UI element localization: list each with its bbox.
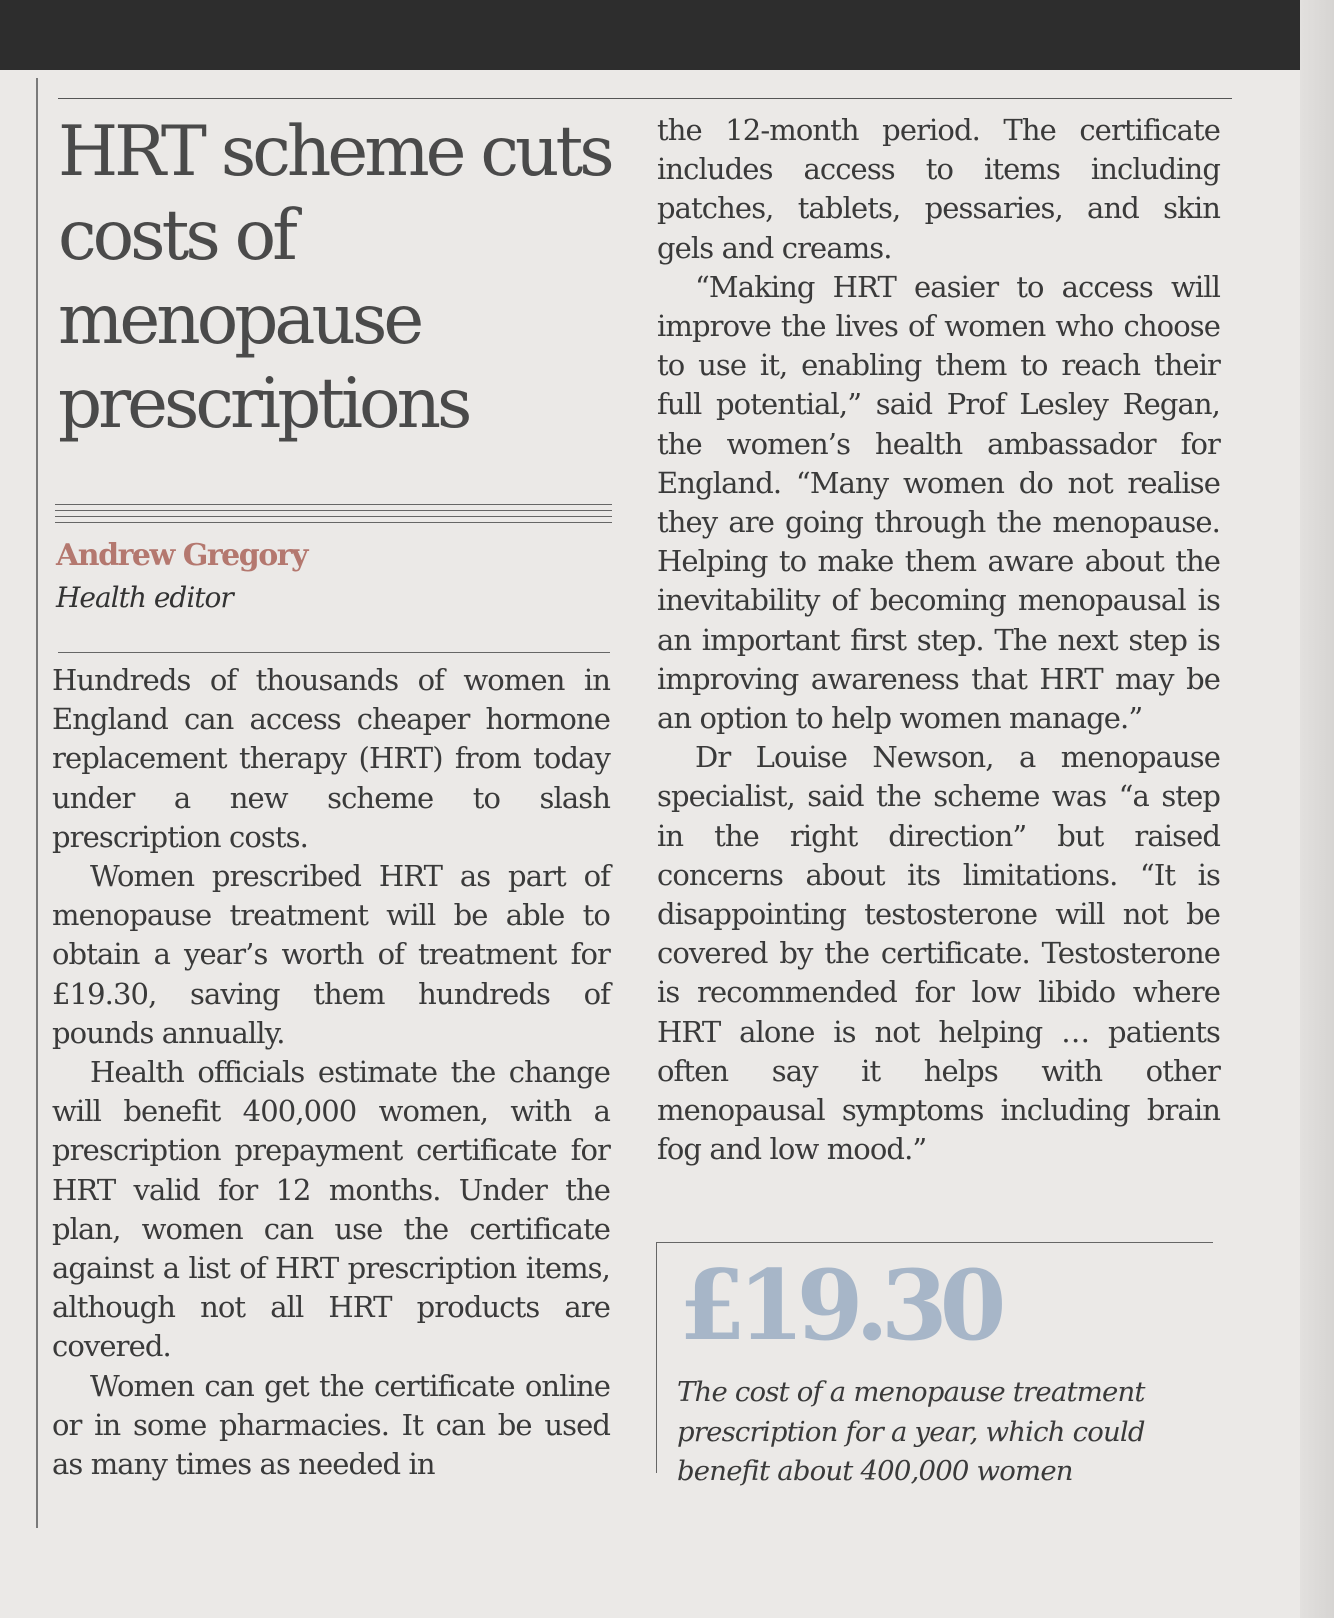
paragraph: Women prescribed HRT as part of menopause treatment will be able to obtain a year’s worth of treatment for £19.30, saving them hundreds of pounds annually. xyxy=(52,859,610,1050)
byline-rule xyxy=(55,522,612,523)
paragraph: Hundreds of thousands of women in England can access cheaper hormone replacement therapy (HRT) from today under a new scheme to slash prescription costs. xyxy=(52,663,610,854)
paragraph: Women can get the certificate online or in some pharmacies. It can be used as many times as needed in xyxy=(52,1368,610,1482)
byline-divider xyxy=(58,652,610,653)
article-column-right xyxy=(657,111,1220,1169)
byline-role: Health editor xyxy=(56,581,233,614)
paragraph: Dr Louise Newson, a menopause specialist, said the scheme was “a step in the right direction” but raised concerns about its limitations. “It is disappointing testosterone will not be covered by the certificate. Testosterone is recommended for low libido where HRT alone is not helping … patients often say it helps with other menopausal symptoms including brain fog and low mood.” xyxy=(657,740,1220,1167)
fact-figure: £19.30 xyxy=(679,1249,999,1362)
paragraph: Health officials estimate the change will benefit 400,000 women, with a prescription prepayment certificate for HRT valid for 12 months. Under the plan, women can use the certificate against a list of HRT prescription items, although not all HRT products are covered. xyxy=(52,1055,610,1364)
column-rule-left xyxy=(36,78,38,1528)
byline-rule xyxy=(55,504,612,505)
scan-page-edge xyxy=(1300,0,1334,1618)
paragraph: the 12-month period. The certificate includes access to items including patches, tablets, pessaries, and skin gels and creams. xyxy=(657,113,1220,265)
byline-rule xyxy=(55,510,612,511)
article-column-left xyxy=(52,661,610,1484)
headline: HRT scheme cuts costs of menopause prescriptions xyxy=(58,112,611,444)
header-rule xyxy=(58,98,1232,99)
paragraph: “Making HRT easier to access will improve the lives of women who choose to use it, enabling them to reach their full potential,” said Prof Lesley Regan, the women’s health ambassador for England. “Many women do not realise they are going through the menopause. Helping to make them aware about the inevitability of becoming menopausal is an important first step. The next step is improving awareness that HRT may be an option to help women manage.” xyxy=(657,269,1220,736)
scan-dark-border xyxy=(0,0,1334,76)
byline-author: Andrew Gregory xyxy=(56,538,307,573)
fact-caption: The cost of a menopause treatment prescription for a year, which could benefit about 400,000 women xyxy=(677,1376,1145,1487)
byline-rule xyxy=(55,516,612,517)
fact-box xyxy=(656,1242,1213,1487)
